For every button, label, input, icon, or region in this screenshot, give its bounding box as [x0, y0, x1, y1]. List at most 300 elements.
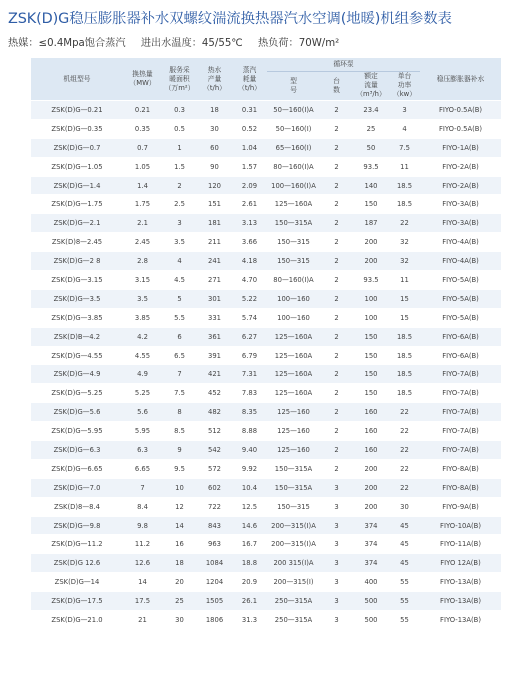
model-cell: ZSK(D)G—1.05	[31, 157, 123, 176]
expander-cell: FIYO-3A(B)	[420, 214, 501, 233]
area-cell: 2	[162, 176, 197, 195]
model-cell: ZSK(D)G—2 8	[31, 252, 123, 271]
hot-water-cell: 181	[197, 214, 232, 233]
table-row	[31, 138, 501, 157]
area-cell: 5.5	[162, 308, 197, 327]
pump-count-cell: 2	[320, 214, 353, 233]
header-heat-exchange: 换热量 （MW）	[123, 58, 162, 101]
area-cell: 7	[162, 365, 197, 384]
pump-flow-cell: 200	[353, 497, 389, 516]
table-row	[31, 422, 501, 441]
table-row	[31, 214, 501, 233]
steam-cell: 3.66	[232, 233, 267, 252]
area-cell: 14	[162, 516, 197, 535]
pump-flow-cell: 187	[353, 214, 389, 233]
steam-cell: 31.3	[232, 611, 267, 630]
area-cell: 7.5	[162, 384, 197, 403]
pump-count-cell: 2	[320, 157, 353, 176]
steam-cell: 4.70	[232, 271, 267, 290]
pump-power-cell: 4	[389, 119, 420, 138]
area-cell: 16	[162, 535, 197, 554]
pump-flow-cell: 500	[353, 592, 389, 611]
pump-count-cell: 3	[320, 516, 353, 535]
pump-model-cell: 250—315A	[267, 611, 320, 630]
steam-cell: 16.7	[232, 535, 267, 554]
pump-model-cell: 150—315A	[267, 478, 320, 497]
pump-flow-cell: 400	[353, 573, 389, 592]
header-steam: 蒸汽 耗量 （t/h）	[232, 58, 267, 101]
pump-power-cell: 22	[389, 214, 420, 233]
pump-power-cell: 15	[389, 308, 420, 327]
area-cell: 20	[162, 573, 197, 592]
heat-exchange-cell: 0.7	[123, 138, 162, 157]
pump-power-cell: 11	[389, 157, 420, 176]
expander-cell: FIYO-6A(B)	[420, 327, 501, 346]
steam-cell: 9.92	[232, 459, 267, 478]
heat-exchange-cell: 5.6	[123, 403, 162, 422]
model-cell: ZSK(D)G—3.15	[31, 271, 123, 290]
expander-cell: FIYO-13A(B)	[420, 592, 501, 611]
heat-exchange-cell: 1.05	[123, 157, 162, 176]
pump-flow-cell: 93.5	[353, 271, 389, 290]
heat-exchange-cell: 4.55	[123, 346, 162, 365]
pump-flow-cell: 200	[353, 233, 389, 252]
model-cell: ZSK(D)G—3.85	[31, 308, 123, 327]
pump-count-cell: 2	[320, 233, 353, 252]
pump-flow-cell: 160	[353, 403, 389, 422]
heat-exchange-cell: 3.5	[123, 289, 162, 308]
hot-water-cell: 572	[197, 459, 232, 478]
pump-flow-cell: 374	[353, 535, 389, 554]
heat-source-text: 热媒：≤0.4Mpa饱合蒸汽	[8, 38, 126, 49]
pump-count-cell: 2	[320, 138, 353, 157]
pump-flow-cell: 150	[353, 327, 389, 346]
table-row	[31, 327, 501, 346]
area-cell: 25	[162, 592, 197, 611]
pump-model-cell: 250—315A	[267, 592, 320, 611]
heat-exchange-cell: 17.5	[123, 592, 162, 611]
steam-cell: 2.61	[232, 195, 267, 214]
pump-flow-cell: 50	[353, 138, 389, 157]
model-cell: ZSK(D)G—0.35	[31, 119, 123, 138]
table-row	[31, 119, 501, 138]
header-pump-group: 循环泵	[267, 58, 420, 71]
pump-count-cell: 2	[320, 176, 353, 195]
model-cell: ZSK(D)B—4.2	[31, 327, 123, 346]
pump-flow-cell: 100	[353, 289, 389, 308]
expander-cell: FIYO 12A(B)	[420, 554, 501, 573]
pump-count-cell: 2	[320, 119, 353, 138]
header-pump-count: 台 数	[320, 71, 353, 100]
pump-power-cell: 22	[389, 459, 420, 478]
steam-cell: 5.74	[232, 308, 267, 327]
pump-power-cell: 18.5	[389, 176, 420, 195]
hot-water-cell: 120	[197, 176, 232, 195]
steam-cell: 5.22	[232, 289, 267, 308]
pump-count-cell: 3	[320, 478, 353, 497]
pump-model-cell: 125—160	[267, 403, 320, 422]
area-cell: 3.5	[162, 233, 197, 252]
model-cell: ZSK(D)G—2.1	[31, 214, 123, 233]
expander-cell: FIYO-13A(B)	[420, 611, 501, 630]
model-cell: ZSK(D)G—5.6	[31, 403, 123, 422]
pump-count-cell: 3	[320, 573, 353, 592]
pump-power-cell: 7.5	[389, 138, 420, 157]
steam-cell: 6.79	[232, 346, 267, 365]
table-row	[31, 516, 501, 535]
pump-count-cell: 3	[320, 592, 353, 611]
table-row	[31, 441, 501, 460]
pump-model-cell: 150—315	[267, 497, 320, 516]
area-cell: 6	[162, 327, 197, 346]
steam-cell: 14.6	[232, 516, 267, 535]
table-row	[31, 101, 501, 120]
header-pump-power: 单台 功率 （kw）	[389, 71, 420, 100]
hot-water-cell: 1204	[197, 573, 232, 592]
pump-flow-cell: 160	[353, 422, 389, 441]
table-row	[31, 497, 501, 516]
model-cell: ZSK(D)G—5.25	[31, 384, 123, 403]
pump-count-cell: 2	[320, 365, 353, 384]
pump-model-cell: 200 315(I)A	[267, 554, 320, 573]
pump-model-cell: 200—315(I)A	[267, 516, 320, 535]
pump-count-cell: 2	[320, 422, 353, 441]
conditions-line	[8, 37, 351, 51]
pump-flow-cell: 140	[353, 176, 389, 195]
pump-model-cell: 150—315A	[267, 214, 320, 233]
pump-model-cell: 65—160(I)	[267, 138, 320, 157]
hot-water-cell: 452	[197, 384, 232, 403]
pump-flow-cell: 150	[353, 384, 389, 403]
pump-power-cell: 55	[389, 611, 420, 630]
model-cell: ZSK(D)G—4.9	[31, 365, 123, 384]
pump-model-cell: 150—315A	[267, 459, 320, 478]
area-cell: 9	[162, 441, 197, 460]
expander-cell: FIYO-2A(B)	[420, 157, 501, 176]
pump-power-cell: 22	[389, 403, 420, 422]
pump-power-cell: 22	[389, 441, 420, 460]
pump-count-cell: 2	[320, 459, 353, 478]
hot-water-cell: 30	[197, 119, 232, 138]
expander-cell: FIYO-5A(B)	[420, 289, 501, 308]
hot-water-cell: 211	[197, 233, 232, 252]
table-row	[31, 157, 501, 176]
pump-model-cell: 125—160A	[267, 327, 320, 346]
heat-exchange-cell: 1.75	[123, 195, 162, 214]
pump-model-cell: 150—315	[267, 233, 320, 252]
pump-power-cell: 18.5	[389, 327, 420, 346]
model-cell: ZSK(D)G—1.75	[31, 195, 123, 214]
pump-model-cell: 100—160	[267, 308, 320, 327]
expander-cell: FIYO-5A(B)	[420, 308, 501, 327]
expander-cell: FIYO-10A(B)	[420, 516, 501, 535]
heat-exchange-cell: 12.6	[123, 554, 162, 573]
pump-count-cell: 3	[320, 535, 353, 554]
pump-model-cell: 125—160A	[267, 346, 320, 365]
pump-flow-cell: 25	[353, 119, 389, 138]
pump-power-cell: 18.5	[389, 346, 420, 365]
pump-power-cell: 22	[389, 478, 420, 497]
expander-cell: FIYO-4A(B)	[420, 252, 501, 271]
pump-model-cell: 200—315(I)A	[267, 535, 320, 554]
heat-exchange-cell: 11.2	[123, 535, 162, 554]
pump-flow-cell: 200	[353, 252, 389, 271]
steam-cell: 2.09	[232, 176, 267, 195]
expander-cell: FIYO-7A(B)	[420, 384, 501, 403]
pump-model-cell: 125—160A	[267, 384, 320, 403]
hot-water-cell: 60	[197, 138, 232, 157]
model-cell: ZSK(D)G—6.3	[31, 441, 123, 460]
steam-cell: 20.9	[232, 573, 267, 592]
pump-power-cell: 30	[389, 497, 420, 516]
pump-model-cell: 50—160(I)	[267, 119, 320, 138]
heat-exchange-cell: 2.8	[123, 252, 162, 271]
pump-flow-cell: 150	[353, 365, 389, 384]
pump-flow-cell: 100	[353, 308, 389, 327]
pump-power-cell: 45	[389, 535, 420, 554]
expander-cell: FIYO-13A(B)	[420, 573, 501, 592]
pump-count-cell: 2	[320, 101, 353, 120]
pump-count-cell: 2	[320, 327, 353, 346]
hot-water-cell: 1084	[197, 554, 232, 573]
hot-water-cell: 542	[197, 441, 232, 460]
model-cell: ZSK(D)G—4.55	[31, 346, 123, 365]
hot-water-cell: 90	[197, 157, 232, 176]
heat-exchange-cell: 2.1	[123, 214, 162, 233]
pump-flow-cell: 500	[353, 611, 389, 630]
header-area: 服务采 暖面积 （万m²）	[162, 58, 197, 101]
area-cell: 12	[162, 497, 197, 516]
hot-water-cell: 1806	[197, 611, 232, 630]
header-model: 机组型号	[31, 58, 123, 101]
table-row	[31, 233, 501, 252]
parameter-table	[31, 58, 501, 630]
expander-cell: FIYO-7A(B)	[420, 422, 501, 441]
heat-exchange-cell: 4.2	[123, 327, 162, 346]
heat-exchange-cell: 6.65	[123, 459, 162, 478]
pump-count-cell: 2	[320, 195, 353, 214]
pump-count-cell: 2	[320, 403, 353, 422]
heat-exchange-cell: 3.85	[123, 308, 162, 327]
expander-cell: FIYO-6A(B)	[420, 346, 501, 365]
pump-power-cell: 32	[389, 233, 420, 252]
heat-exchange-cell: 21	[123, 611, 162, 630]
pump-flow-cell: 23.4	[353, 101, 389, 120]
table-row	[31, 459, 501, 478]
pump-model-cell: 80—160(I)A	[267, 157, 320, 176]
table-row	[31, 271, 501, 290]
area-cell: 0.3	[162, 101, 197, 120]
area-cell: 3	[162, 214, 197, 233]
area-cell: 1	[162, 138, 197, 157]
table-row	[31, 252, 501, 271]
hot-water-cell: 361	[197, 327, 232, 346]
hot-water-cell: 963	[197, 535, 232, 554]
model-cell: ZSK(D)G—0.7	[31, 138, 123, 157]
table-row	[31, 573, 501, 592]
expander-cell: FIYO-8A(B)	[420, 459, 501, 478]
pump-power-cell: 45	[389, 516, 420, 535]
pump-model-cell: 125—160	[267, 422, 320, 441]
steam-cell: 6.27	[232, 327, 267, 346]
steam-cell: 0.31	[232, 101, 267, 120]
area-cell: 18	[162, 554, 197, 573]
pump-count-cell: 2	[320, 252, 353, 271]
model-cell: ZSK(D)G—3.5	[31, 289, 123, 308]
hot-water-cell: 722	[197, 497, 232, 516]
heat-exchange-cell: 8.4	[123, 497, 162, 516]
hot-water-cell: 391	[197, 346, 232, 365]
pump-model-cell: 125—160A	[267, 365, 320, 384]
pump-count-cell: 3	[320, 554, 353, 573]
hot-water-cell: 241	[197, 252, 232, 271]
expander-cell: FIYO-1A(B)	[420, 138, 501, 157]
pump-power-cell: 22	[389, 422, 420, 441]
table-row	[31, 195, 501, 214]
table-row	[31, 611, 501, 630]
hot-water-cell: 331	[197, 308, 232, 327]
header-expander: 稳压膨胀器补水	[420, 58, 501, 101]
heat-exchange-cell: 6.3	[123, 441, 162, 460]
heat-exchange-cell: 0.35	[123, 119, 162, 138]
heat-exchange-cell: 9.8	[123, 516, 162, 535]
header-hot-water: 热水 产量 （t/h）	[197, 58, 232, 101]
model-cell: ZSK(D)G—11.2	[31, 535, 123, 554]
area-cell: 10	[162, 478, 197, 497]
area-cell: 8	[162, 403, 197, 422]
table-row	[31, 365, 501, 384]
table-row	[31, 592, 501, 611]
pump-flow-cell: 200	[353, 459, 389, 478]
pump-power-cell: 18.5	[389, 384, 420, 403]
pump-flow-cell: 374	[353, 554, 389, 573]
pump-count-cell: 2	[320, 308, 353, 327]
pump-count-cell: 3	[320, 611, 353, 630]
steam-cell: 1.57	[232, 157, 267, 176]
pump-count-cell: 2	[320, 441, 353, 460]
pump-model-cell: 50—160(I)A	[267, 101, 320, 120]
pump-flow-cell: 150	[353, 346, 389, 365]
pump-power-cell: 55	[389, 573, 420, 592]
pump-count-cell: 2	[320, 271, 353, 290]
expander-cell: FIYO-11A(B)	[420, 535, 501, 554]
heat-exchange-cell: 14	[123, 573, 162, 592]
hot-water-cell: 1505	[197, 592, 232, 611]
pump-model-cell: 125—160	[267, 441, 320, 460]
pump-power-cell: 15	[389, 289, 420, 308]
steam-cell: 7.31	[232, 365, 267, 384]
heat-exchange-cell: 1.4	[123, 176, 162, 195]
pump-model-cell: 100—160(I)A	[267, 176, 320, 195]
hot-water-cell: 301	[197, 289, 232, 308]
pump-power-cell: 18.5	[389, 365, 420, 384]
area-cell: 30	[162, 611, 197, 630]
model-cell: ZSK(D)8—2.45	[31, 233, 123, 252]
expander-cell: FIYO-5A(B)	[420, 271, 501, 290]
area-cell: 2.5	[162, 195, 197, 214]
model-cell: ZSK(D)G—5.95	[31, 422, 123, 441]
model-cell: ZSK(D)G—6.65	[31, 459, 123, 478]
pump-power-cell: 32	[389, 252, 420, 271]
model-cell: ZSK(D)G 12.6	[31, 554, 123, 573]
heat-load-text: 热负荷：70W/m²	[258, 38, 340, 49]
heat-exchange-cell: 4.9	[123, 365, 162, 384]
expander-cell: FIYO-0.5A(B)	[420, 119, 501, 138]
pump-model-cell: 150—315	[267, 252, 320, 271]
heat-exchange-cell: 5.95	[123, 422, 162, 441]
table-row	[31, 308, 501, 327]
pump-power-cell: 3	[389, 101, 420, 120]
expander-cell: FIYO-7A(B)	[420, 441, 501, 460]
table-row	[31, 403, 501, 422]
area-cell: 5	[162, 289, 197, 308]
expander-cell: FIYO-2A(B)	[420, 176, 501, 195]
page-title: ZSK(D)G稳压膨胀器补水双螺纹湍流换热器汽水空调(地暖)机组参数表	[8, 11, 452, 27]
pump-power-cell: 11	[389, 271, 420, 290]
table-row	[31, 554, 501, 573]
header-pump-model: 型 号	[267, 71, 320, 100]
expander-cell: FIYO-3A(B)	[420, 195, 501, 214]
model-cell: ZSK(D)G—21.0	[31, 611, 123, 630]
pump-power-cell: 55	[389, 592, 420, 611]
pump-flow-cell: 160	[353, 441, 389, 460]
heat-exchange-cell: 7	[123, 478, 162, 497]
heat-exchange-cell: 2.45	[123, 233, 162, 252]
hot-water-cell: 18	[197, 101, 232, 120]
pump-flow-cell: 93.5	[353, 157, 389, 176]
pump-flow-cell: 200	[353, 478, 389, 497]
table-row	[31, 478, 501, 497]
expander-cell: FIYO-9A(B)	[420, 497, 501, 516]
table-row	[31, 346, 501, 365]
hot-water-cell: 602	[197, 478, 232, 497]
area-cell: 4.5	[162, 271, 197, 290]
model-cell: ZSK(D)8—8.4	[31, 497, 123, 516]
pump-model-cell: 200—315(I)	[267, 573, 320, 592]
header-pump-flow: 额定 流量 （m³/h）	[353, 71, 389, 100]
area-cell: 9.5	[162, 459, 197, 478]
pump-power-cell: 18.5	[389, 195, 420, 214]
expander-cell: FIYO-4A(B)	[420, 233, 501, 252]
expander-cell: FIYO-7A(B)	[420, 403, 501, 422]
steam-cell: 26.1	[232, 592, 267, 611]
steam-cell: 0.52	[232, 119, 267, 138]
steam-cell: 4.18	[232, 252, 267, 271]
pump-flow-cell: 374	[353, 516, 389, 535]
model-cell: ZSK(D)G—14	[31, 573, 123, 592]
steam-cell: 7.83	[232, 384, 267, 403]
table-row	[31, 535, 501, 554]
pump-flow-cell: 150	[353, 195, 389, 214]
heat-exchange-cell: 3.15	[123, 271, 162, 290]
steam-cell: 10.4	[232, 478, 267, 497]
steam-cell: 8.88	[232, 422, 267, 441]
area-cell: 6.5	[162, 346, 197, 365]
table-row	[31, 176, 501, 195]
area-cell: 8.5	[162, 422, 197, 441]
hot-water-cell: 271	[197, 271, 232, 290]
heat-exchange-cell: 5.25	[123, 384, 162, 403]
model-cell: ZSK(D)G—17.5	[31, 592, 123, 611]
steam-cell: 1.04	[232, 138, 267, 157]
hot-water-cell: 151	[197, 195, 232, 214]
model-cell: ZSK(D)G—1.4	[31, 176, 123, 195]
hot-water-cell: 421	[197, 365, 232, 384]
table-row	[31, 384, 501, 403]
expander-cell: FIYO-7A(B)	[420, 365, 501, 384]
pump-count-cell: 2	[320, 346, 353, 365]
table-row	[31, 289, 501, 308]
